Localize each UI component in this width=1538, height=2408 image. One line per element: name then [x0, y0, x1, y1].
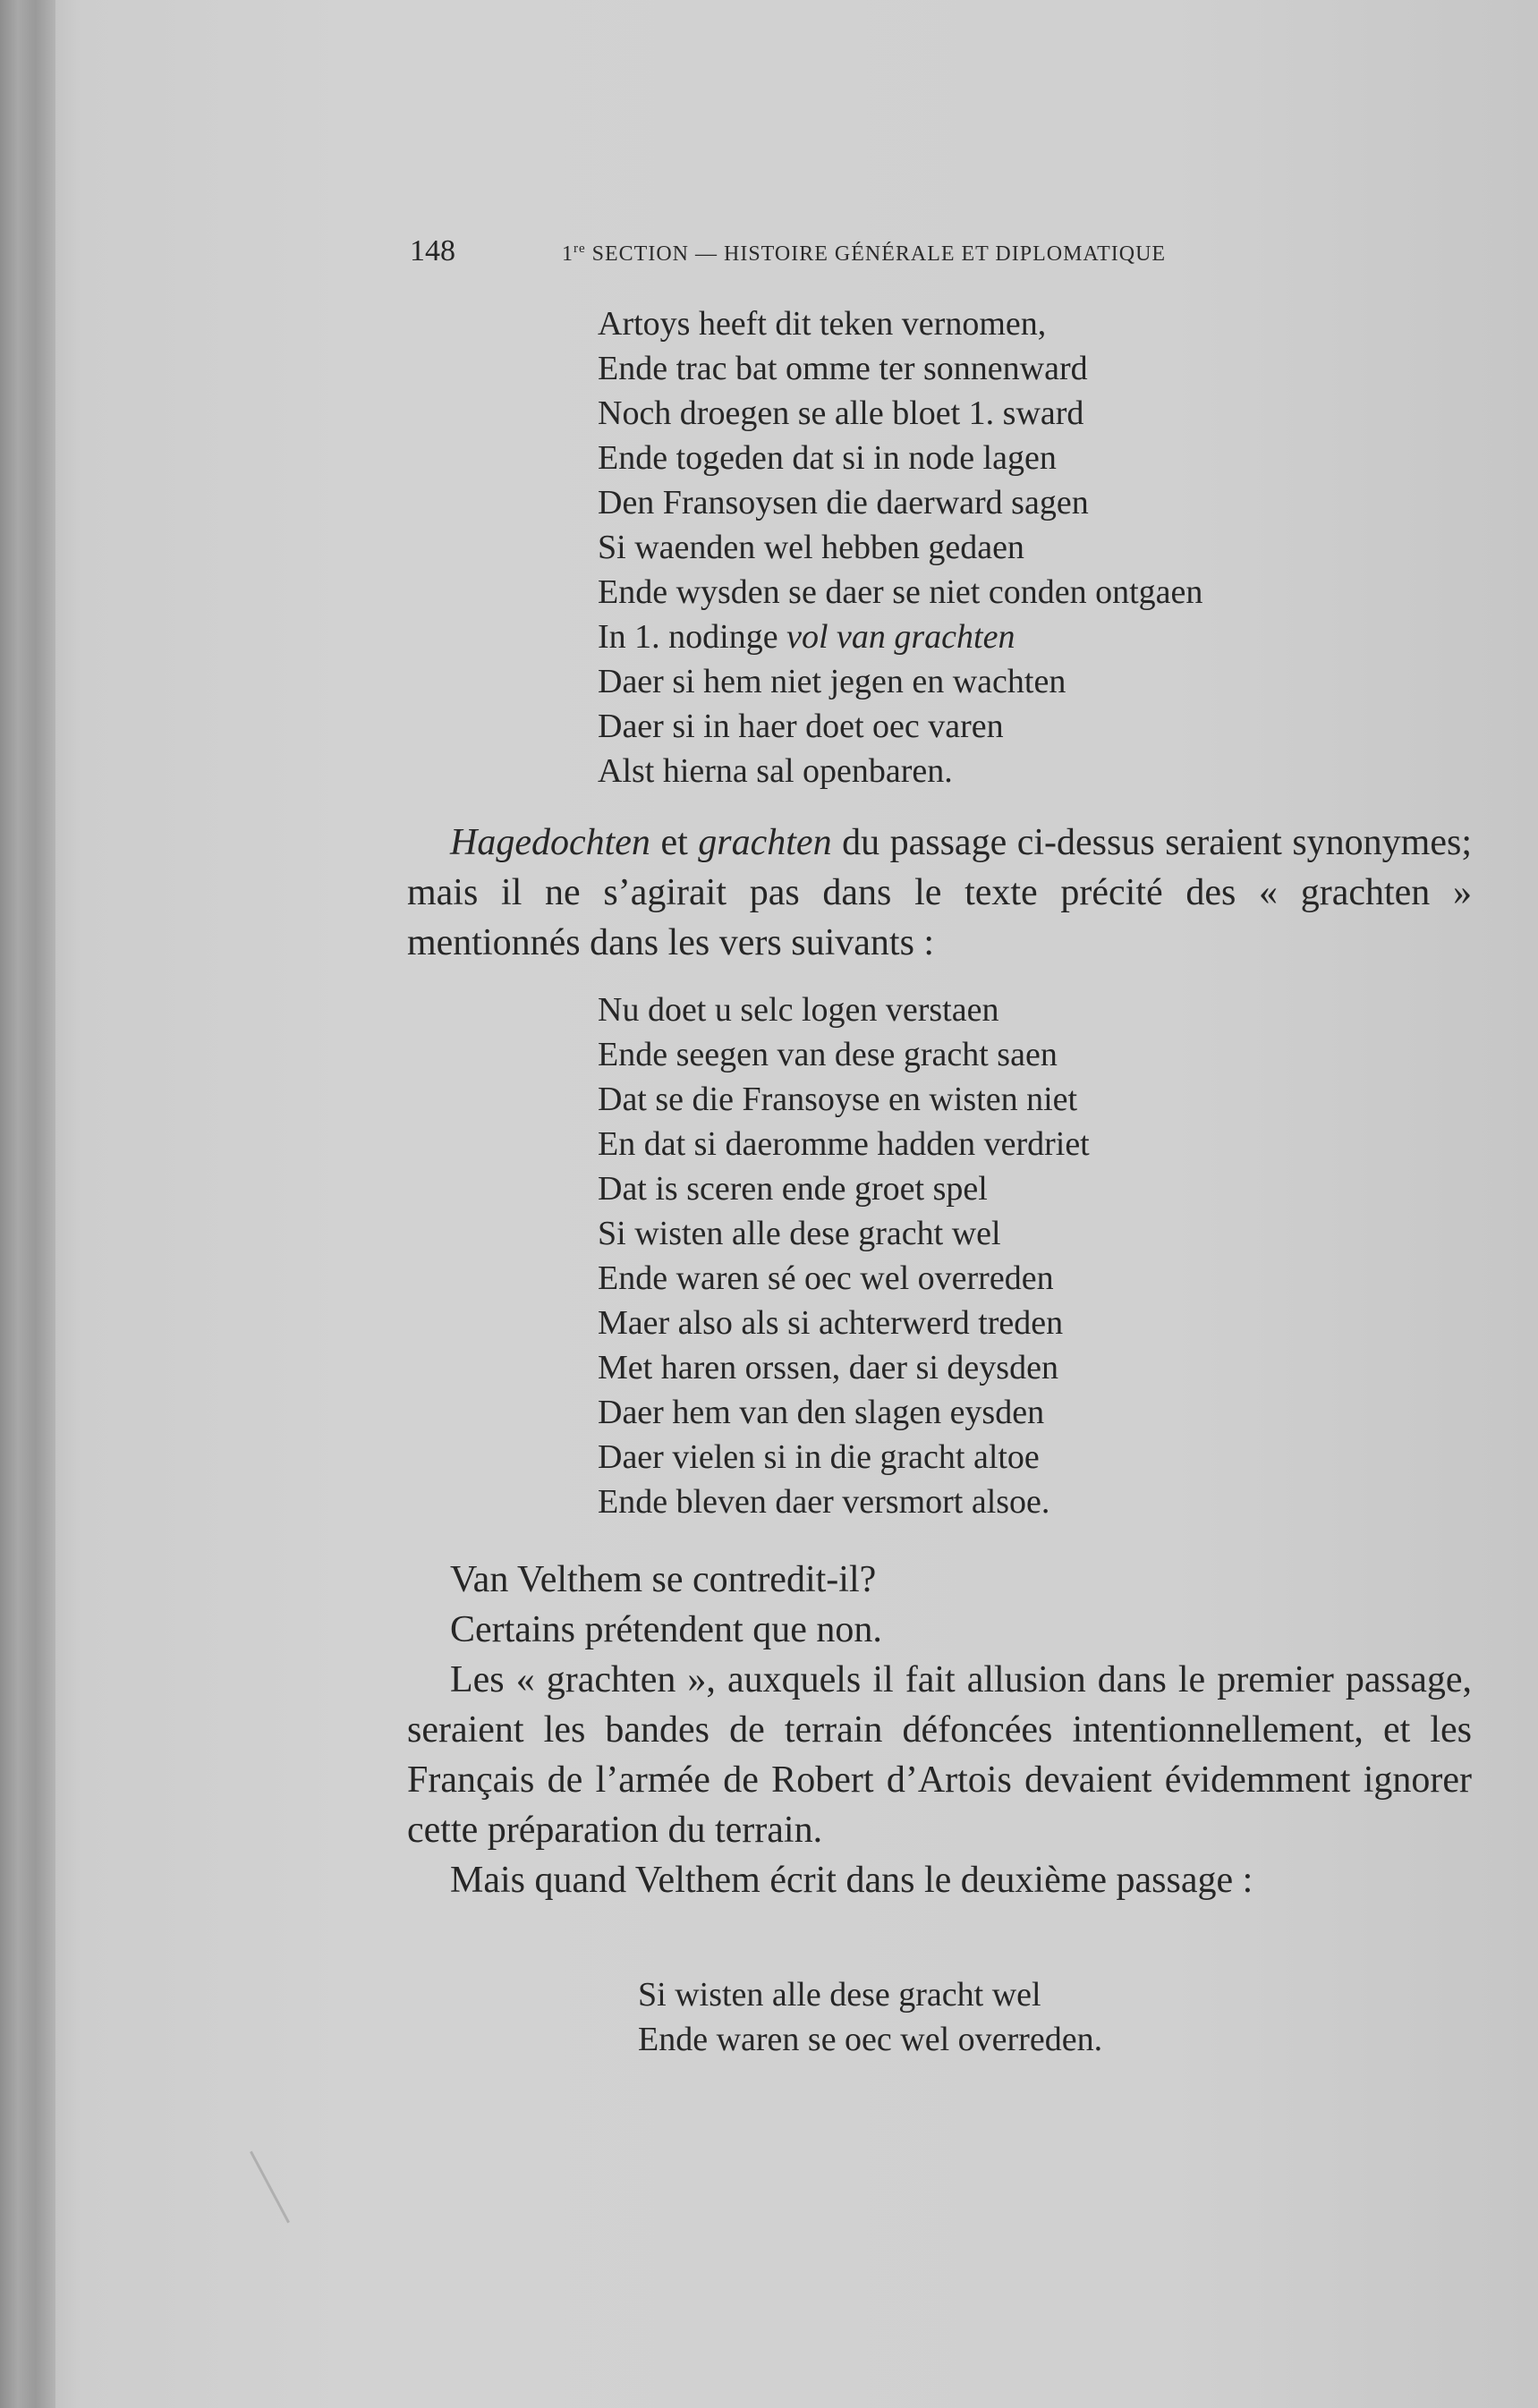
verse-block-2	[598, 988, 1090, 1524]
verse-line: Si wisten alle dese gracht wel	[638, 1976, 1041, 2014]
verse-line: Maer also als si achterwerd treden	[598, 1304, 1064, 1342]
running-header	[410, 234, 1322, 270]
verse-line: Ende seegen van dese gracht saen	[598, 1036, 1058, 1073]
verse-line: Ende waren se oec wel overreden.	[638, 2021, 1103, 2058]
verse-line: Daer vielen si in die gracht altoe	[598, 1438, 1040, 1476]
verse-line: Alst hierna sal openbaren.	[598, 752, 953, 790]
italic-term: Hagedochten	[450, 822, 650, 863]
verse-line: Daer si hem niet jegen en wachten	[598, 663, 1066, 700]
verse-line: Daer hem van den slagen eysden	[598, 1394, 1045, 1431]
verse-line: Si waenden wel hebben gedaen	[598, 529, 1024, 566]
verse-line: Ende trac bat omme ter sonnenward	[598, 350, 1088, 387]
section-title: SECTION — HISTOIRE GÉNÉRALE ET DIPLOMATIQUE	[591, 242, 1167, 266]
verse-line: Si wisten alle dese gracht wel	[598, 1215, 1001, 1252]
verse-line: Noch droegen se alle bloet 1. sward	[598, 394, 1084, 432]
paper-scratch-mark	[250, 2151, 290, 2224]
verse-block-1	[598, 301, 1202, 793]
verse-text: In 1. nodinge	[598, 618, 787, 656]
paragraph	[407, 818, 1472, 968]
verse-block-3	[638, 1972, 1102, 2062]
verse-line: Ende waren sé oec wel overreden	[598, 1259, 1054, 1297]
verse-line: Dat is sceren ende groet spel	[598, 1170, 988, 1208]
verse-line: Artoys heeft dit teken vernomen,	[598, 305, 1047, 343]
verse-line: Ende wysden se daer se niet conden ontgaen	[598, 573, 1203, 611]
paragraph: Certains prétendent que non.	[450, 1609, 882, 1650]
paragraph: Van Velthem se contredit-il?	[450, 1559, 877, 1600]
verse-italic-text: vol van grachten	[786, 618, 1015, 656]
page-number: 148	[410, 234, 455, 267]
verse-line: Ende bleven daer versmort alsoe.	[598, 1483, 1050, 1521]
prose-block-2	[407, 1555, 1472, 1905]
verse-line: Ende togeden dat si in node lagen	[598, 439, 1057, 477]
paragraph-text: et	[650, 822, 699, 863]
verse-line: Nu doet u selc logen verstaen	[598, 991, 999, 1029]
verse-line	[598, 615, 1202, 659]
paragraph: Les « grachten », auxquels il fait allusion dans le premier passage, seraient les bandes de terrain défoncées intentionnellement, et les Français de l’armée de Robert d’Artois devaient évidemment ignorer cette préparation du terrain.	[407, 1659, 1472, 1851]
verse-line: Den Fransoysen die daerward sagen	[598, 484, 1089, 521]
paragraph-text: du passage ci-dessus seraient synonymes; mais il ne s’agirait pas dans le texte précité des « grachten » mentionnés dans les vers suivants :	[407, 822, 1472, 963]
section-ordinal: 1	[562, 242, 574, 266]
running-head-title	[562, 242, 1166, 267]
verse-line: Met haren orssen, daer si deysden	[598, 1349, 1058, 1386]
verse-line: En dat si daeromme hadden verdriet	[598, 1125, 1090, 1163]
book-spine-shadow	[0, 0, 55, 2408]
paragraph: Mais quand Velthem écrit dans le deuxième passage :	[450, 1860, 1253, 1901]
verse-line: Dat se die Fransoyse en wisten niet	[598, 1081, 1078, 1118]
verse-line: Daer si in haer doet oec varen	[598, 708, 1004, 745]
italic-term: grachten	[698, 822, 832, 863]
section-ordinal-sup: re	[574, 242, 586, 256]
prose-block-1	[407, 818, 1472, 968]
